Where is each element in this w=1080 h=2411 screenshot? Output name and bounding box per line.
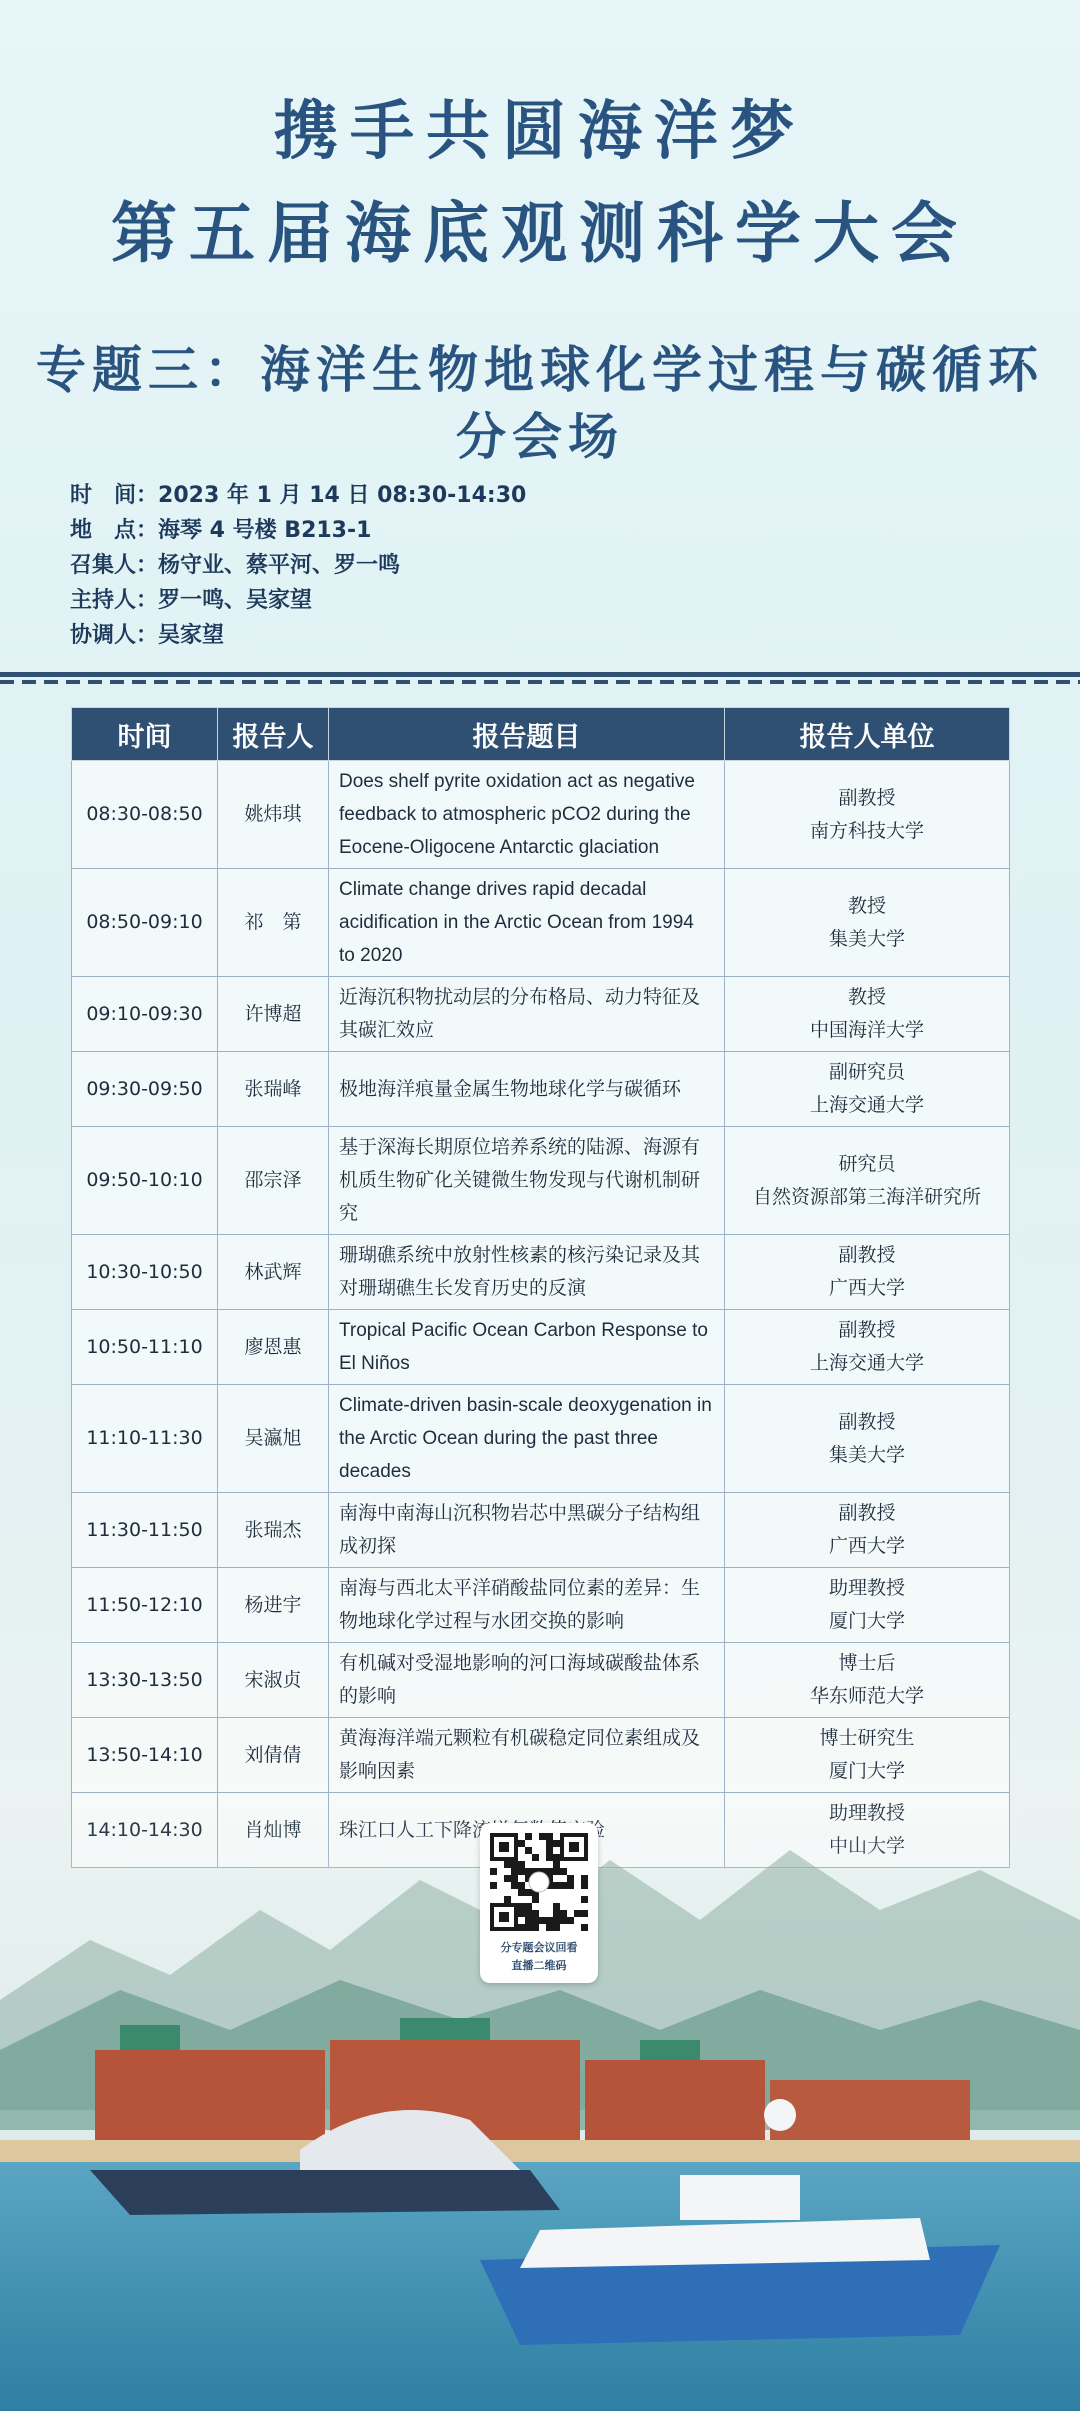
table-row <box>72 869 1010 977</box>
speaker-role: 副教授 <box>838 1244 896 1266</box>
row-affiliation <box>725 761 1010 869</box>
row-time: 08:50-09:10 <box>72 869 218 977</box>
table-row <box>72 1568 1010 1643</box>
table-header-row <box>72 708 1010 761</box>
main-title-line1: 携手共圆海洋梦 <box>274 94 806 169</box>
row-affiliation <box>725 1385 1010 1493</box>
row-speaker: 张瑞杰 <box>218 1493 329 1568</box>
speaker-role: 教授 <box>847 894 886 917</box>
info-coordinator <box>70 618 526 653</box>
row-time: 09:50-10:10 <box>72 1127 218 1235</box>
speaker-role: 副教授 <box>838 1502 896 1524</box>
table-row <box>72 1643 1010 1718</box>
row-time: 13:30-13:50 <box>72 1643 218 1718</box>
row-speaker: 林武辉 <box>218 1235 329 1310</box>
info-value: 吴家望 <box>158 623 225 648</box>
topic-title-line1: 专题三：海洋生物地球化学过程与碳循环 <box>36 340 1044 399</box>
qr-caption-line2: 直播二维码 <box>511 1959 567 1972</box>
row-time: 10:50-11:10 <box>72 1310 218 1385</box>
section-divider <box>0 672 1080 686</box>
speaker-role: 副研究员 <box>828 1061 905 1083</box>
row-speaker: 宋淑贞 <box>218 1643 329 1718</box>
divider-solid <box>0 672 1080 677</box>
row-affiliation <box>725 869 1010 977</box>
schedule-table <box>71 707 1010 1868</box>
row-title: 近海沉积物扰动层的分布格局、动力特征及其碳汇效应 <box>329 977 725 1052</box>
header-time: 时间 <box>72 708 218 761</box>
speaker-role: 副教授 <box>838 786 896 809</box>
row-time: 11:10-11:30 <box>72 1385 218 1493</box>
table-row <box>72 1493 1010 1568</box>
row-affiliation <box>725 1643 1010 1718</box>
row-title: Does shelf pyrite oxidation act as negative feedback to atmospheric pCO2 during the Eocene-Oligocene Antarctic glaciation <box>329 761 725 869</box>
row-speaker: 廖恩惠 <box>218 1310 329 1385</box>
qr-code-icon[interactable] <box>490 1833 588 1931</box>
info-label: 召集人： <box>70 553 159 578</box>
row-speaker: 刘倩倩 <box>218 1718 329 1793</box>
info-label: 时 间： <box>70 483 159 508</box>
speaker-organization: 广西大学 <box>828 1277 905 1299</box>
row-title: Climate-driven basin-scale deoxygenation in the Arctic Ocean during the past three decades <box>329 1385 725 1493</box>
row-affiliation <box>725 1718 1010 1793</box>
row-title: Climate change drives rapid decadal acidification in the Arctic Ocean from 1994 to 2020 <box>329 869 725 977</box>
row-affiliation <box>725 1127 1010 1235</box>
row-time: 11:50-12:10 <box>72 1568 218 1643</box>
speaker-organization: 上海交通大学 <box>809 1352 924 1374</box>
table-row <box>72 761 1010 869</box>
info-hosts <box>70 583 526 618</box>
header-speaker: 报告人 <box>218 708 329 761</box>
info-label: 主持人： <box>70 588 159 613</box>
speaker-role: 副教授 <box>838 1319 896 1341</box>
info-value: 海琴 4 号楼 B213-1 <box>158 518 372 543</box>
info-label: 协调人： <box>70 623 159 648</box>
info-location <box>70 513 526 548</box>
row-time: 13:50-14:10 <box>72 1718 218 1793</box>
table-row <box>72 1310 1010 1385</box>
row-affiliation <box>725 1235 1010 1310</box>
row-affiliation <box>725 1310 1010 1385</box>
speaker-organization: 南方科技大学 <box>809 819 924 842</box>
row-time: 09:10-09:30 <box>72 977 218 1052</box>
speaker-role: 教授 <box>847 986 886 1008</box>
speaker-organization: 集美大学 <box>828 1443 905 1466</box>
row-time: 10:30-10:50 <box>72 1235 218 1310</box>
info-value: 2023 年 1 月 14 日 08:30-14:30 <box>158 483 527 508</box>
row-affiliation <box>725 1493 1010 1568</box>
row-speaker: 吴瀛旭 <box>218 1385 329 1493</box>
speaker-role: 助理教授 <box>828 1577 905 1599</box>
info-time <box>70 478 526 513</box>
speaker-role: 研究员 <box>838 1152 896 1175</box>
speaker-organization: 华东师范大学 <box>809 1685 924 1707</box>
session-info <box>70 478 526 653</box>
table-row <box>72 1127 1010 1235</box>
row-title: 珊瑚礁系统中放射性核素的核污染记录及其对珊瑚礁生长发育历史的反演 <box>329 1235 725 1310</box>
speaker-organization: 中国海洋大学 <box>809 1019 924 1041</box>
row-title: 南海中南海山沉积物岩芯中黑碳分子结构组成初探 <box>329 1493 725 1568</box>
row-time: 08:30-08:50 <box>72 761 218 869</box>
info-value: 杨守业、蔡平河、罗一鸣 <box>158 553 401 578</box>
row-title: 南海与西北太平洋硝酸盐同位素的差异：生物地球化学过程与水团交换的影响 <box>329 1568 725 1643</box>
qr-caption-line1: 分专题会议回看 <box>500 1941 578 1954</box>
divider-dashed <box>0 680 1080 684</box>
row-affiliation <box>725 977 1010 1052</box>
row-title: 极地海洋痕量金属生物地球化学与碳循环 <box>329 1052 725 1127</box>
row-title: 基于深海长期原位培养系统的陆源、海源有机质生物矿化关键微生物发现与代谢机制研究 <box>329 1127 725 1235</box>
speaker-organization: 上海交通大学 <box>809 1094 924 1116</box>
table-row <box>72 977 1010 1052</box>
row-speaker: 杨进宇 <box>218 1568 329 1643</box>
topic-title-line2: 分会场 <box>456 407 624 466</box>
table-row <box>72 1235 1010 1310</box>
speaker-organization: 厦门大学 <box>828 1760 905 1782</box>
row-title: Tropical Pacific Ocean Carbon Response to El Niños <box>329 1310 725 1385</box>
info-conveners <box>70 548 526 583</box>
speaker-organization: 厦门大学 <box>828 1610 905 1632</box>
row-title: 有机碱对受湿地影响的河口海域碳酸盐体系的影响 <box>329 1643 725 1718</box>
main-title-line2: 第五届海底观测科学大会 <box>111 194 969 272</box>
speaker-organization: 自然资源部第三海洋研究所 <box>752 1185 981 1208</box>
row-speaker: 邵宗泽 <box>218 1127 329 1235</box>
speaker-organization: 广西大学 <box>828 1535 905 1557</box>
row-time: 11:30-11:50 <box>72 1493 218 1568</box>
row-speaker: 祁 第 <box>218 869 329 977</box>
header-title: 报告题目 <box>329 708 725 761</box>
info-label: 地 点： <box>70 518 159 543</box>
row-time: 09:30-09:50 <box>72 1052 218 1127</box>
qr-code-card[interactable] <box>480 1823 598 1983</box>
row-speaker: 姚炜琪 <box>218 761 329 869</box>
header-affiliation: 报告人单位 <box>725 708 1010 761</box>
table-row <box>72 1718 1010 1793</box>
table-row <box>72 1385 1010 1493</box>
speaker-organization: 集美大学 <box>828 927 905 950</box>
speaker-role: 博士后 <box>838 1652 896 1674</box>
row-title: 黄海海洋端元颗粒有机碳稳定同位素组成及影响因素 <box>329 1718 725 1793</box>
speaker-role: 副教授 <box>838 1410 896 1433</box>
schedule-body <box>72 761 1010 1868</box>
info-value: 罗一鸣、吴家望 <box>158 588 313 613</box>
row-affiliation <box>725 1568 1010 1643</box>
row-speaker: 张瑞峰 <box>218 1052 329 1127</box>
table-row <box>72 1052 1010 1127</box>
row-speaker: 许博超 <box>218 977 329 1052</box>
speaker-role: 博士研究生 <box>819 1727 915 1749</box>
row-affiliation <box>725 1052 1010 1127</box>
